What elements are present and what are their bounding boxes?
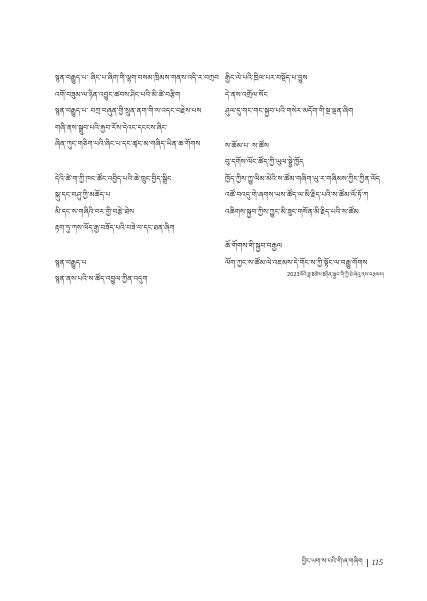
running-title: བྱིང་ཡག་ས་པའི་གི་ཞ་གཞིག — [301, 557, 363, 565]
poem-line: ཤུལ་དུ་གང་གང་སྐྱབ་པའི་གསེར་མདོག་གི་སྔ་ལྡན་ཞིག — [225, 106, 354, 115]
poem-line: ས་ཆོམ་པ་ ས་ཚོས — [225, 140, 269, 150]
poem-line: དེའི་ཚེ་ག་ཀྱི་ཁང་ཚོང་འབྱིད་པའི་ཆེ་ཁྲུང་བྱིད་སྒྲིང — [55, 173, 172, 183]
poem-heading: ཆོ་གོགས་གི་སྐྱབ་བརྒྱལ — [225, 241, 282, 250]
poem-line: བུ་དགོས་ལོང་ཚོད་ཀྱི་ཡུལ་སྟྱེ་ཁྱོད — [225, 157, 304, 166]
poem-line: སྙན་བརྒྱུད་པ་ ཞིང་པ་ཞིག་གི་ལྷག་བསམ་ཁྲིམས་གནས་འདི་ར་བཀྲབ — [55, 73, 219, 82]
stanza — [55, 70, 219, 153]
page-footer — [302, 553, 383, 572]
right-column — [225, 70, 385, 298]
poem-line: མི་དང་ས་གཞིའི་བར་གྱི་བརྩེ་ཐེས — [55, 206, 135, 216]
page-number: 115 — [371, 558, 383, 567]
poem-line: རྒྱིང་ལེ་པའི་ཁྲིལ་པར་བསྡོད་པ་བྱུས — [225, 73, 308, 82]
footer-divider — [367, 559, 368, 567]
poem-section — [225, 238, 385, 280]
poem-line: ཞིན་ཀུང་གཅིག་པའི་ཞིང་པ་དང་ཚྭང་མ་གཞིད་ཡིན་ཆ་གོགས — [55, 139, 201, 148]
poem-line: སྙན་བརྒྱུད་པ — [55, 257, 87, 267]
stanza — [225, 70, 385, 120]
stanza — [225, 138, 385, 221]
poem-line: སྐུ་དང་བཤུ་ཀྱི་མཆོད་པ — [55, 190, 111, 199]
poem-line: ཁྱོད་ཀྱིས་ཀྱུ་ལིམ་མེའི་ས་ཚོམ་གཞིག་ཡུ་ར་གཞིམས་ཀྱིང་ཀྱིན་ལོད — [225, 173, 381, 183]
poem-line: ལོག་ཀྱང་ས་ཚོམ་ལེ་འཇམས་དེ་གོང་ས་ཀྱི་སྟོང་ལ་བརྒྱུ་གོགས — [225, 257, 368, 267]
poem-line: འཆིགས་སྐྱབ་ཀྱིས་ཀྱུང་མི་ཟུང་གསོན་མི་རྗིད་པའི་ས་ཚོམ — [225, 206, 359, 216]
stanza — [55, 171, 215, 237]
poem-line: འཚོ་བའདུ་གེ་ཞགས་ཡས་ཚོད་ལ་མི་རྗིད་པའི་ས་ཚོམ་ལོ་ཏོ་ཀ — [225, 190, 369, 199]
date-note: 2023ལོའི་ཟླ་8ཚེས་8ཉིན་སྐྱབ་གི་ཀྱི་ཐེ་ཞེའུ་ནས་བརྩམས། — [287, 272, 384, 278]
poem-line: གཞི་ནས་སྒྲུབ་པའི་རྐྱབ་རོས་དེའང་དངངས་ཞིང་ — [55, 122, 168, 132]
poem-line: སྙན་བརྒྱུད་པ་ བཀྲ་བཞུན་གྱི་སྲུན་ནག་གི་ས་འདང་བརྗེས་པས — [55, 106, 202, 115]
left-column — [55, 70, 219, 306]
stanza — [55, 255, 215, 288]
poem-line: འགོ་བཟུམ་ལ་ཉིན་འབྱུང་ཚབས་ཤིང་པའི་མི་ཚེ་བརྩིག — [55, 89, 181, 99]
poem-line: དེ་ནས་འགྲོལ་སོང — [225, 89, 268, 99]
poem-line: སྙན་ནས་པའི་ས་ཚོད་འབྱུལ་ཀྱིན་འདུག — [55, 274, 148, 283]
poem-line: རྟག་ཏུ་ཀས་ལོད་རྒྱ་བཟོད་པའི་བཟེ་བ་དང་ཐན་ཞིག — [55, 223, 175, 232]
